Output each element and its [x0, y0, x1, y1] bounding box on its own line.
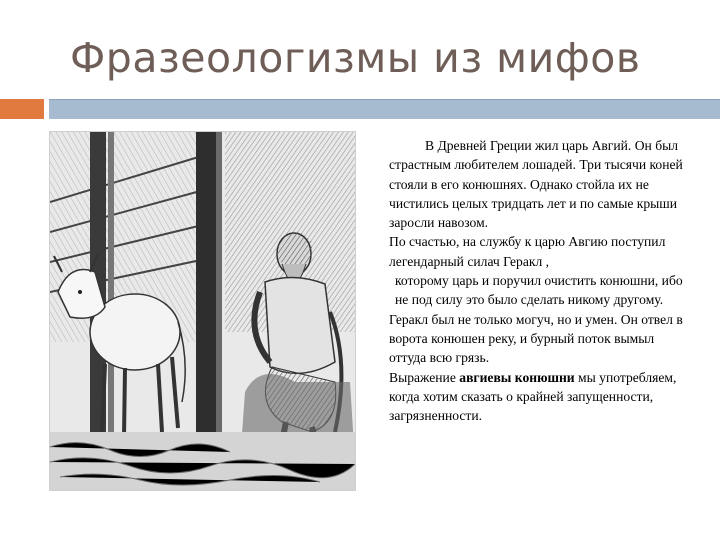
heracles-illustration: [49, 131, 356, 491]
slide-title: Фразеологизмы из мифов: [70, 34, 641, 82]
meaning-prefix: Выражение: [389, 369, 460, 385]
paragraph-augeas-intro: В Древней Греции жил царь Авгий. Он был страстным любителем лошадей. Три тысячи коней стояли в его конюшнях. Однако стойла их не чистились целых тридцать лет и по самые крыши заросли навозом.: [389, 138, 683, 231]
body-text: [389, 136, 689, 425]
paragraph-heracles-arrives: По счастью, на службу к царю Авгию поступил легендарный силач Геракл ,: [389, 234, 666, 269]
paragraph-task: которому царь и поручил очистить конюшни, ибо не под силу это было сделать никому другому.: [395, 273, 683, 308]
accent-bar-blue: [49, 99, 720, 119]
idiom-highlight: авгиевы конюшни: [459, 369, 575, 385]
paragraph-river: Геракл был не только могуч, но и умен. Он отвел в ворота конюшен реку, и бурный поток вымыл оттуда всю грязь.: [389, 311, 683, 366]
meaning-suffix: мы употребляем, когда хотим сказать о крайней запущенности, загрязненности.: [389, 369, 677, 424]
paragraph-meaning: [389, 368, 689, 426]
accent-bar-orange: [0, 99, 44, 119]
